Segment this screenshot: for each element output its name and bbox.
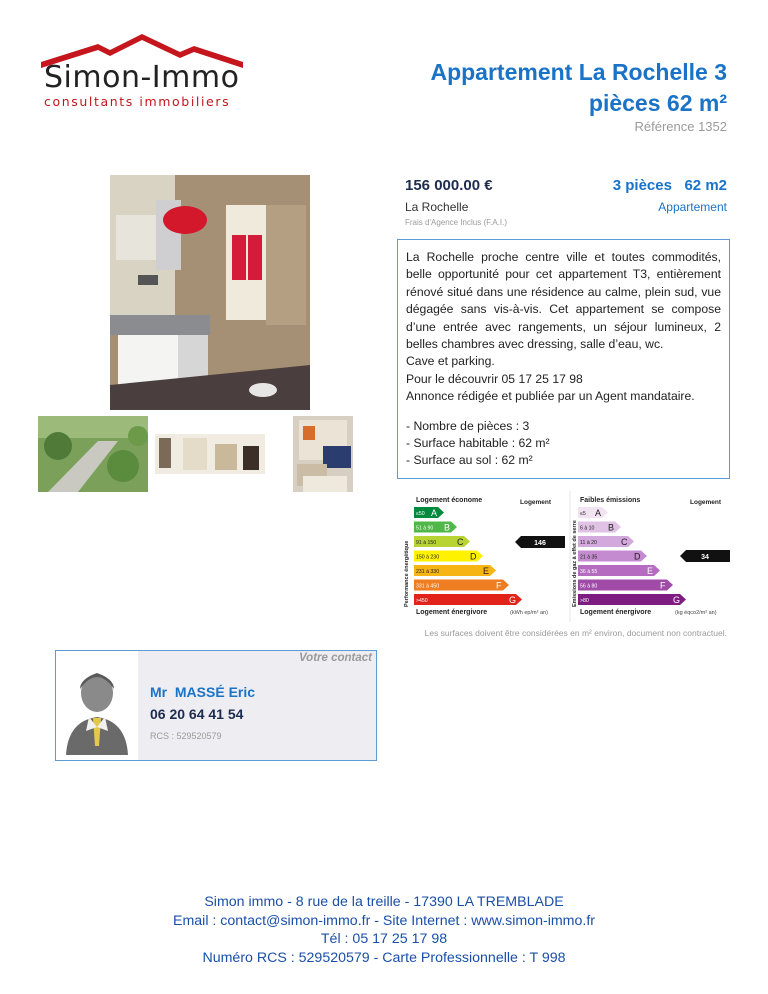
footer-rcs: Numéro RCS : 529520579 - Carte Professionnelle : T 998 [202,949,566,966]
ges-marker-value: 34 [701,554,709,561]
ges-class-letter: C [621,537,628,547]
contact-rcs: RCS : 529520579 [150,731,222,741]
ges-bottom: Logement énergivore [580,609,652,616]
city: La Rochelle [405,200,469,214]
dpe-class-letter: F [496,580,502,591]
description-text: La Rochelle proche centre ville et toutes commodités, belle opportunité pour cet appartement T3, entièrement rénové situé dans une résidence au calme, plein sud, vue dégagée sans vis-à-vis. Cet appartement se compose d’une entrée avec rangements, un séjour lumineux, 2 belles chambres avec dressing, salle d’eau, wc. [406,250,721,352]
ges-class-bar [578,594,686,605]
feature-item: - Surface au sol : 62 m² [406,453,533,468]
ges-class-letter: G [673,595,681,605]
agency-logo [38,32,248,112]
dpe-class-range: 150 à 230 [416,554,440,561]
ges-column-label: Logement [690,499,722,506]
dpe-class-range: 91 à 150 [416,540,437,546]
footer-address: Simon immo - 8 rue de la treille - 17390 LA TREMBLADE [204,894,564,910]
dpe-column-label: Logement [520,499,552,506]
ges-class-range: 11 à 20 [580,540,597,546]
feature-item: - Nombre de pièces : 3 [406,418,530,433]
ges-title: Faibles émissions [580,497,641,504]
contact-label: Votre contact [298,652,372,664]
ges-class-letter: A [595,508,602,518]
main-photo[interactable] [38,175,381,410]
dpe-class-range: ≤50 [416,511,425,517]
dpe-class-letter: G [509,595,517,605]
photo-thumbnail[interactable] [293,416,353,492]
logo-tagline: consultants immobiliers [44,94,231,109]
dpe-axis-label: Performance énergétique [404,540,410,607]
contact-avatar [56,651,138,760]
ges-class-range: 21 à 35 [580,554,598,561]
dpe-class-letter: A [431,508,438,518]
footer-phone: Tél : 05 17 25 17 98 [320,931,448,947]
property-type: Appartement [658,200,727,214]
rooms-area: 3 pièces 62 m2 [612,177,727,194]
dpe-class-range: 331 à 450 [416,583,440,590]
footer [0,893,768,967]
listing-reference: Référence 1352 [634,119,727,134]
dpe-class-bar [414,594,522,605]
contact-details [138,651,376,760]
dpe-class-range: 51 à 90 [416,525,434,532]
contact-phone[interactable]: 06 20 64 41 54 [150,706,244,722]
dpe-class-letter: B [444,522,451,533]
ges-class-letter: E [647,566,654,576]
description-line: Cave et parking. [406,354,495,369]
photo-thumbnail[interactable] [38,416,148,492]
ges-class-range: >80 [580,598,589,604]
dpe-marker-value: 146 [534,540,546,547]
dpe-bottom: Logement énergivore [416,609,488,616]
logo-brand: Simon-Immo [44,60,240,95]
features-list [406,418,721,470]
footer-contact[interactable]: Email : contact@simon-immo.fr - Site Internet : www.simon-immo.fr [173,912,595,929]
energy-labels [400,489,732,624]
surface-disclaimer: Les surfaces doivent être considérées en m² environ, document non contractuel. [424,628,727,638]
ges-class-letter: B [608,522,615,533]
listing-title: Appartement La Rochelle 3 pièces 62 m² [430,59,727,116]
description-box [397,239,730,479]
photo-thumbnail[interactable] [155,416,265,492]
contact-name: Mr MASSÉ Eric [150,684,256,700]
agent-avatar-icon [56,651,138,760]
dpe-class-letter: D [470,551,477,562]
dpe-class-range: 231 à 330 [416,569,440,575]
dpe-class-range: >450 [416,598,428,604]
feature-item: - Surface habitable : 62 m² [406,436,550,451]
ges-class-letter: D [634,551,641,562]
ges-class-range: 6 à 10 [580,525,595,532]
dpe-title: Logement économe [416,497,483,504]
ges-unit: (kg éqco2/m² an) [675,610,717,616]
dpe-unit: (kWh ep/m² an) [510,610,548,616]
ges-class-range: 56 à 80 [580,583,598,590]
dpe-class-letter: E [483,566,490,576]
description-line: Annonce rédigée et publiée par un Agent mandataire. [406,389,695,404]
ges-class-range: ≤5 [580,511,586,517]
price: 156 000.00 € [405,177,493,194]
ges-class-range: 36 à 55 [580,569,598,575]
description-line: Pour le découvrir 05 17 25 17 98 [406,371,583,386]
ges-axis-label: Emissions de gaz à effet de serre [572,520,578,607]
ges-class-letter: F [660,580,666,591]
agency-fees-note: Frais d'Agence Inclus (F.A.I.) [405,218,508,227]
contact-card [55,650,377,761]
dpe-class-letter: C [457,537,464,547]
